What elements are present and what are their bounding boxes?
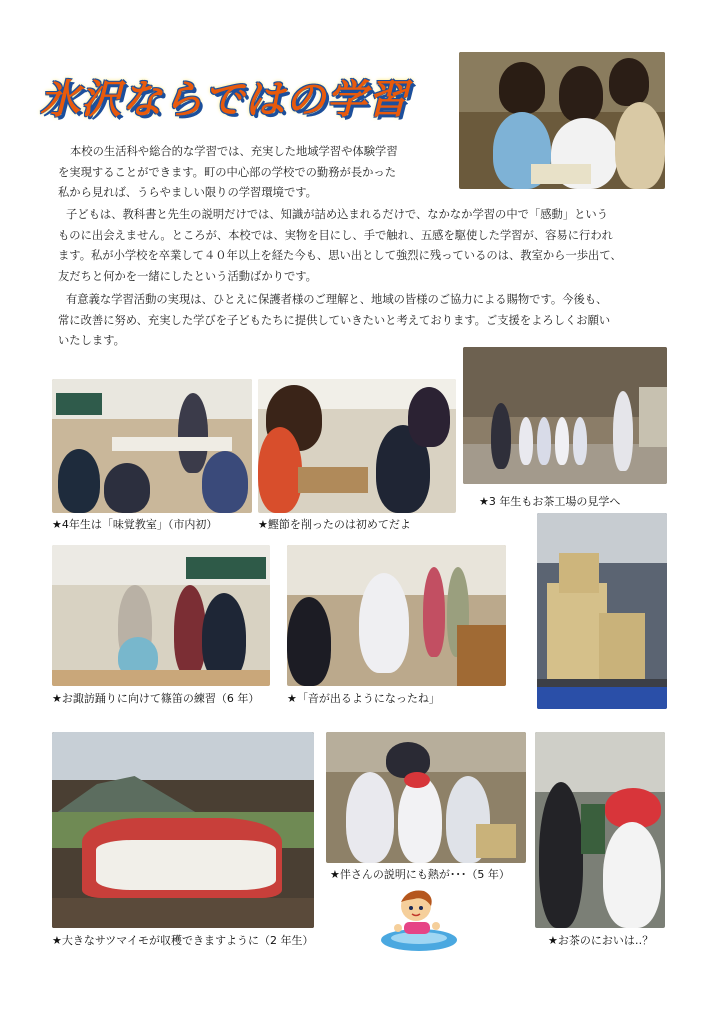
text-line: ます。私が小学校を卒業して４０年以上を経た今も、思い出として強烈に残っているのは、教室から一歩出て、 [58, 249, 622, 262]
photo-tea-explanation [326, 732, 526, 863]
intro-paragraph-3 [58, 290, 678, 352]
text-line: を実現することができます。町の中心部の学校での勤務が長かった [58, 165, 397, 179]
text-line: 私から見れば、うらやましい限りの学習環境です。 [58, 186, 317, 199]
photo-reading-class [459, 52, 665, 189]
photo-katsuobushi [258, 379, 456, 513]
intro-paragraph-1 [58, 142, 448, 204]
intro-paragraph-2 [58, 205, 678, 287]
text-line: 有意義な学習活動の実現は、ひとえに保護者様のご理解と、地域の皆様のご協力による賜物です。今後も、 [66, 293, 608, 306]
caption-tea-explanation: ★伴さんの説明にも熱が･･･（5 年） [330, 868, 510, 881]
text-line: ものに出会えません。ところが、本校では、実物を目にし、手で触れ、五感を駆使した学習が、容易に行われ [58, 228, 613, 242]
page-title: 氷沢ならではの学習 [40, 77, 409, 123]
text-line: 常に改善に努め、充実した学びを子どもたちに提供していきたいと考えております。ご支援をよろしくお願い [58, 313, 611, 327]
caption-katsuobushi: ★鰹節を削ったのは初めてだよ [258, 518, 411, 531]
caption-tea-factory-tour: ★3 年生もお茶工場の見学へ [479, 495, 621, 508]
caption-taste-class: ★4年生は「味覚教室」（市内初） [52, 518, 218, 531]
caption-flute-practice: ★お諏訪踊りに向けて篠笛の練習（6 年） [52, 692, 260, 705]
text-line: いたします。 [58, 334, 125, 347]
text-line: 友だちと何かを一緒にしたという活動ばかりです。 [58, 269, 317, 283]
text-line: 子どもは、教科書と先生の説明だけでは、知識が詰め込まれるだけで、なかなか学習の中で「感動」という [66, 208, 609, 221]
photo-tea-smell [535, 732, 665, 928]
photo-tea-factory-tour [463, 347, 667, 484]
caption-tea-smell: ★お茶のにおいは‥？ [548, 934, 654, 947]
photo-sweet-potato-field [52, 732, 314, 928]
swimming-child-icon [378, 882, 460, 954]
caption-sweet-potato: ★大きなサツマイモが収穫できますように（2 年生） [52, 934, 314, 947]
photo-tea-bags [537, 513, 667, 709]
photo-flute-sound [287, 545, 506, 686]
text-line: 本校の生活科や総合的な学習では、充実した地域学習や体験学習 [70, 145, 398, 158]
photo-flute-practice [52, 545, 270, 686]
caption-flute-sound: ★「音が出るようになったね」 [287, 692, 440, 705]
photo-taste-class [52, 379, 252, 513]
